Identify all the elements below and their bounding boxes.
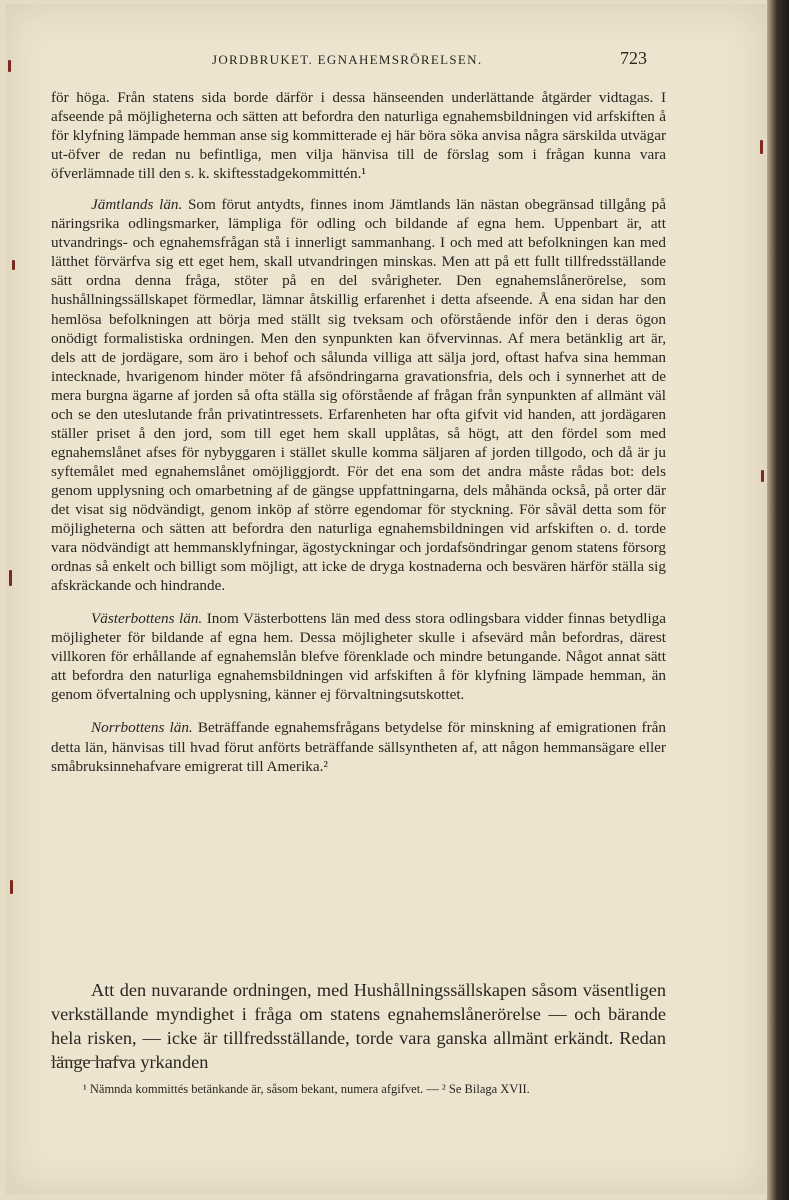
body-text [51,88,666,776]
paragraph-jamtland [51,195,666,595]
footnote-rule [51,1060,131,1061]
paragraph-norrbotten [51,718,666,775]
paragraph-text: Beträffande egnahemsfrågans betydelse för minskning af emigrationen från detta län, hänvisas till hvad förut anförts beträffande sällsyntheten af, att någon hemmansägare eller småbruksinnehafvare emigrerat till Amerika.² [51,719,666,775]
paragraph-text: Inom Västerbottens län med dess stora odlingsbara vidder finnas betydliga möjligheter för bildande af egna hem. Dessa möjligheter skulle i afsevärd mån befordras, därest villkoren för erhållande af egnahemslån blefve förenklade och mindre betungande. Något annat sätt att befordra den naturliga egnahemsbildningen vid arfskiften å för klyfning lämpade hemman, än genom öfvertalning och upplysning, känner ej förvaltningsutskottet. [51,610,666,704]
margin-mark [761,470,764,482]
large-paragraph: Att den nuvarande ordningen, med Hushållningssällskapen såsom väsentligen verkställande myndighet i fråga om statens egnahemslånerörelse — och bärande hela risken, — icke är tillfredsställande, torde vara ganska allmänt erkändt. Redan länge hafva yrkanden [51,980,666,1073]
margin-mark [760,140,763,154]
running-header [0,48,789,74]
footnote: ¹ Nämnda kommittés betänkande är, såsom bekant, numera afgifvet. — ² Se Bilaga XVII. [83,1081,530,1096]
county-heading: Jämtlands län. [91,196,183,214]
paragraph: för höga. Från statens sida borde därför i dessa hänseenden underlättande åtgärder vidtagas. I afseende på möjligheterna och sätten att befordra den naturliga egnahemsbildningen vid arfskiften å för klyfning lämpade hemman anse sig kommitterade ej här böra söka anvisa några särskilda utvägar ut-öfver de redan nu befintliga, men vilja hänvisa till de förslag som i frågan kunna vara öfverlämnade till den s. k. skiftesstadgekommittén.¹ [51,89,666,183]
county-heading: Norrbottens län. [91,719,193,737]
margin-mark [12,260,15,270]
page-number: 723 [620,48,647,68]
paragraph-text: Som förut antydts, finnes inom Jämtlands län nästan obegränsad tillgång på näringsrika odlingsmarker, lämpliga för odling och bildande af egna hem. Uppenbart är, att utvandrings- och egnahemsfrågan stå i innerligt sammanhang. I och med att befolkningen kan med lätthet förvärfva sig ett eget hem, skall utvandringen minskas. Men att på ett fullt tillfredsställande sätt ordna denna fråga, stöter på en del svårigheter. Den egnahemslånerörelse, som hushållningssällskapet förmedlar, lämnar åtskillig erfarenhet i detta afseende. Å ena sidan har den hemlösa befolkningen att börja med ställt sig tveksam och oförstående inför den i deras ögon onödigt formalistiska ordningen. Men den synpunkten kan öfvervinnas. Af mera betänklig art är, dels att de jordägare, som äro i behof och sålunda villiga att sälja jord, oftast hafva sina hemman intecknade, hvarigenom hinder möter få afsöndringarna gravationsfria, dels och i synnerhet att de mera burgna ägarne af jorden så ofta ställa sig oförstående af frågan från synpunkten af allmänt väl och se den uteslutande från privatintressets. Erfarenheten har ofta gifvit vid handen, att jordägaren ställer priset å den jord, som till eget hem skall upplåtas, så högt, att den fördel som med egnahemslånet afses för nybyggaren i stället skulle komma säljaren af jorden tillgodo, och då är ju syftemålet med egnahemslånet omöjliggjordt. För det ena som det andra måste rådas bot: dels genom upplysning och omarbetning af de gängse uppfattningarna, dels måhända också, på orter där det visat sig nödvändigt, genom inköp af större egendomar för styckning. För såväl detta som för möjligheterna och sätten att befordra den naturliga egnahemsbildningen vid arfskiften o. d. torde vara nödvändigt att hemmansklyfningar, ägostyckningar och jordafsöndringar genom statens försorg ordnas så enkelt och billigt som möjligt, att icke de dryga kostnaderna och besvären härför ställa sig afskräckande och hindrande. [51,196,667,595]
margin-mark [9,570,12,586]
county-heading: Västerbottens län. [91,610,203,628]
paragraph-vasterbotten [51,609,666,704]
margin-mark [10,880,13,894]
running-title: JORDBRUKET. EGNAHEMSRÖRELSEN. [212,52,483,67]
book-spine-edge [767,0,789,1200]
